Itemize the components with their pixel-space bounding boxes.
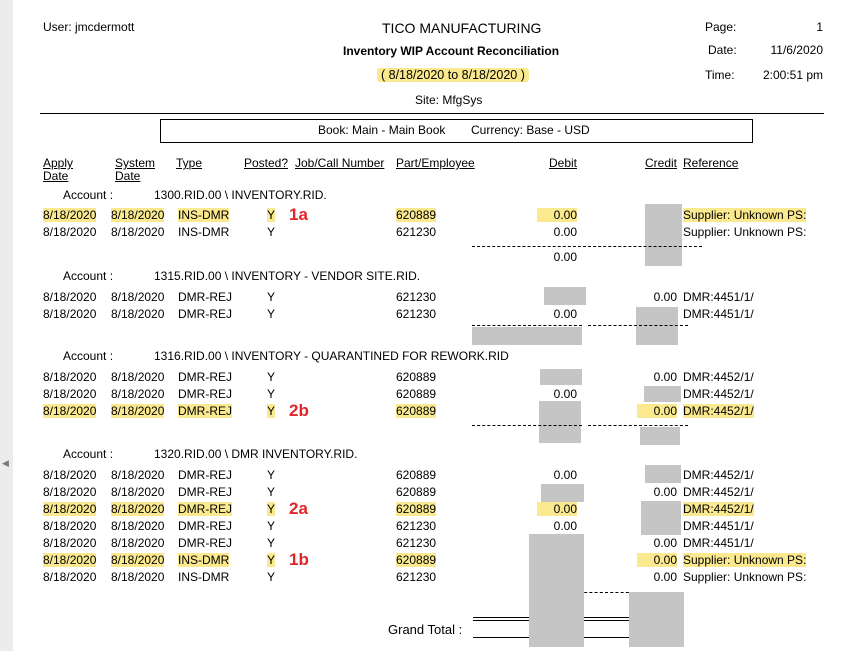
system-date-cell: 8/18/2020	[111, 387, 165, 401]
account-label: Account :	[63, 447, 114, 461]
redacted-block	[645, 465, 681, 483]
col-credit: Credit	[645, 156, 678, 170]
reference-cell: Supplier: Unknown PS:	[683, 225, 807, 239]
subtotal-rule	[472, 325, 582, 326]
subtotal-rule	[579, 592, 634, 593]
col-part: Part/Employee	[396, 156, 475, 170]
account-label: Account :	[63, 349, 114, 363]
col-debit: Debit	[549, 156, 578, 170]
posted-cell: Y	[267, 208, 276, 222]
currency-label: Currency: Base - USD	[471, 123, 590, 137]
redacted-block	[629, 592, 684, 647]
apply-date-cell: 8/18/2020	[43, 485, 97, 499]
reference-cell: DMR:4451/1/	[683, 536, 754, 550]
system-date-cell: 8/18/2020	[111, 570, 165, 584]
report-time: 2:00:51 pm	[762, 68, 823, 82]
system-date-cell: 8/18/2020	[111, 553, 165, 567]
user-name: jmcdermott	[75, 20, 135, 34]
annotation-tag: 1b	[289, 550, 309, 569]
credit-cell: 0.00	[653, 370, 677, 384]
apply-date-cell: 8/18/2020	[43, 307, 97, 321]
reference-cell: Supplier: Unknown PS:	[683, 553, 807, 567]
subtotal-rule	[472, 246, 702, 247]
account-name: 1316.RID.00 \ INVENTORY - QUARANTINED FOR REWORK.RID	[154, 349, 509, 363]
system-date-cell: 8/18/2020	[111, 307, 165, 321]
system-date-cell: 8/18/2020	[111, 519, 165, 533]
type-cell: DMR-REJ	[178, 468, 232, 482]
type-cell: INS-DMR	[178, 225, 230, 239]
apply-date-cell: 8/18/2020	[43, 208, 97, 222]
col-apply-date-1: Apply	[43, 156, 74, 170]
report-title: Inventory WIP Account Reconciliation	[343, 44, 560, 58]
reference-cell: DMR:4452/1/	[683, 468, 754, 482]
system-date-cell: 8/18/2020	[111, 485, 165, 499]
grand-total-label: Grand Total :	[388, 622, 463, 637]
col-system-date-1: System	[115, 156, 156, 170]
annotation-tag: 2b	[289, 401, 309, 420]
part-cell: 621230	[396, 519, 437, 533]
subtotal-rule	[588, 425, 688, 426]
debit-cell: 0.00	[553, 307, 577, 321]
redacted-block	[540, 369, 582, 385]
part-cell: 621230	[396, 225, 437, 239]
report-page	[13, 0, 842, 651]
col-type: Type	[176, 156, 203, 170]
subtotal-rule	[472, 425, 582, 426]
reference-cell: DMR:4451/1/	[683, 290, 754, 304]
system-date-cell: 8/18/2020	[111, 225, 165, 239]
type-cell: DMR-REJ	[178, 307, 232, 321]
left-margin	[0, 0, 13, 651]
posted-cell: Y	[267, 404, 276, 418]
apply-date-cell: 8/18/2020	[43, 502, 97, 516]
apply-date-cell: 8/18/2020	[43, 387, 97, 401]
apply-date-cell: 8/18/2020	[43, 404, 97, 418]
page-label: Page:	[705, 20, 737, 34]
part-cell: 620889	[396, 502, 437, 516]
system-date-cell: 8/18/2020	[111, 208, 165, 222]
type-cell: DMR-REJ	[178, 370, 232, 384]
part-cell: 621230	[396, 570, 437, 584]
redacted-block	[472, 327, 582, 345]
part-cell: 620889	[396, 387, 437, 401]
annotation-tag: 1a	[289, 205, 308, 224]
company-name: TICO MANUFACTURING	[382, 20, 542, 36]
reference-cell: DMR:4452/1/	[683, 370, 754, 384]
system-date-cell: 8/18/2020	[111, 370, 165, 384]
type-cell: DMR-REJ	[178, 519, 232, 533]
reference-cell: DMR:4452/1/	[683, 502, 754, 516]
col-job: Job/Call Number	[295, 156, 385, 170]
subtotal-debit: 0.00	[553, 250, 577, 264]
system-date-cell: 8/18/2020	[111, 290, 165, 304]
system-date-cell: 8/18/2020	[111, 404, 165, 418]
apply-date-cell: 8/18/2020	[43, 468, 97, 482]
debit-cell: 0.00	[553, 468, 577, 482]
posted-cell: Y	[267, 290, 276, 304]
posted-cell: Y	[267, 519, 276, 533]
type-cell: DMR-REJ	[178, 485, 232, 499]
redacted-block	[541, 484, 584, 502]
redacted-block	[645, 204, 682, 266]
filter-box	[160, 119, 753, 143]
part-cell: 621230	[396, 536, 437, 550]
part-cell: 620889	[396, 485, 437, 499]
debit-cell: 0.00	[553, 519, 577, 533]
apply-date-cell: 8/18/2020	[43, 536, 97, 550]
col-posted: Posted?	[244, 156, 289, 170]
system-date-cell: 8/18/2020	[111, 502, 165, 516]
redacted-block	[544, 287, 586, 305]
apply-date-cell: 8/18/2020	[43, 225, 97, 239]
reference-cell: DMR:4452/1/	[683, 485, 754, 499]
annotation-tag: 2a	[289, 499, 308, 518]
credit-cell: 0.00	[653, 570, 677, 584]
redacted-block	[539, 401, 581, 443]
part-cell: 620889	[396, 208, 437, 222]
apply-date-cell: 8/18/2020	[43, 519, 97, 533]
part-cell: 620889	[396, 553, 437, 567]
apply-date-cell: 8/18/2020	[43, 370, 97, 384]
site-label: Site: MfgSys	[415, 93, 483, 107]
system-date-cell: 8/18/2020	[111, 468, 165, 482]
redacted-block	[641, 501, 681, 535]
part-cell: 620889	[396, 404, 437, 418]
account-label: Account :	[63, 188, 114, 202]
posted-cell: Y	[267, 225, 276, 239]
user-line	[43, 20, 134, 34]
redacted-block	[529, 534, 584, 647]
apply-date-cell: 8/18/2020	[43, 570, 97, 584]
debit-cell: 0.00	[553, 225, 577, 239]
part-cell: 621230	[396, 307, 437, 321]
credit-cell: 0.00	[653, 290, 677, 304]
account-label: Account :	[63, 269, 114, 283]
subtotal-rule	[588, 325, 688, 326]
type-cell: DMR-REJ	[178, 502, 232, 516]
posted-cell: Y	[267, 570, 276, 584]
posted-cell: Y	[267, 387, 276, 401]
type-cell: INS-DMR	[178, 208, 230, 222]
page-number: 1	[816, 20, 823, 34]
posted-cell: Y	[267, 553, 276, 567]
part-cell: 620889	[396, 370, 437, 384]
part-cell: 620889	[396, 468, 437, 482]
posted-cell: Y	[267, 468, 276, 482]
credit-cell: 0.00	[653, 485, 677, 499]
debit-cell: 0.00	[553, 387, 577, 401]
book-label: Book: Main - Main Book	[318, 123, 446, 137]
type-cell: INS-DMR	[178, 553, 230, 567]
header-rule	[40, 113, 824, 114]
system-date-cell: 8/18/2020	[111, 536, 165, 550]
apply-date-cell: 8/18/2020	[43, 553, 97, 567]
posted-cell: Y	[267, 307, 276, 321]
credit-cell: 0.00	[637, 553, 677, 567]
type-cell: INS-DMR	[178, 570, 230, 584]
type-cell: DMR-REJ	[178, 387, 232, 401]
col-apply-date-2: Date	[43, 169, 69, 183]
col-reference: Reference	[683, 156, 739, 170]
type-cell: DMR-REJ	[178, 404, 232, 418]
posted-cell: Y	[267, 536, 276, 550]
account-name: 1300.RID.00 \ INVENTORY.RID.	[154, 188, 327, 202]
collapse-arrow-icon[interactable]: ◀	[2, 458, 9, 468]
time-label: Time:	[705, 68, 735, 82]
apply-date-cell: 8/18/2020	[43, 290, 97, 304]
reference-cell: Supplier: Unknown PS:	[683, 208, 807, 222]
redacted-block	[636, 307, 678, 345]
part-cell: 621230	[396, 290, 437, 304]
credit-cell: 0.00	[637, 404, 677, 418]
account-name: 1315.RID.00 \ INVENTORY - VENDOR SITE.RID.	[154, 269, 421, 283]
posted-cell: Y	[267, 485, 276, 499]
reference-cell: Supplier: Unknown PS:	[683, 570, 807, 584]
account-name: 1320.RID.00 \ DMR INVENTORY.RID.	[154, 447, 358, 461]
reference-cell: DMR:4451/1/	[683, 519, 754, 533]
redacted-block	[644, 386, 681, 402]
reference-cell: DMR:4452/1/	[683, 387, 754, 401]
user-label: User:	[43, 20, 72, 34]
date-range: ( 8/18/2020 to 8/18/2020 )	[377, 68, 529, 82]
reference-cell: DMR:4452/1/	[683, 404, 754, 418]
type-cell: DMR-REJ	[178, 536, 232, 550]
posted-cell: Y	[267, 370, 276, 384]
report-date: 11/6/2020	[770, 43, 823, 57]
debit-cell: 0.00	[537, 502, 577, 516]
redacted-block	[640, 427, 680, 445]
debit-cell: 0.00	[537, 208, 577, 222]
credit-cell: 0.00	[653, 536, 677, 550]
col-system-date-2: Date	[115, 169, 141, 183]
posted-cell: Y	[267, 502, 276, 516]
type-cell: DMR-REJ	[178, 290, 232, 304]
reference-cell: DMR:4451/1/	[683, 307, 754, 321]
date-label: Date:	[708, 43, 737, 57]
